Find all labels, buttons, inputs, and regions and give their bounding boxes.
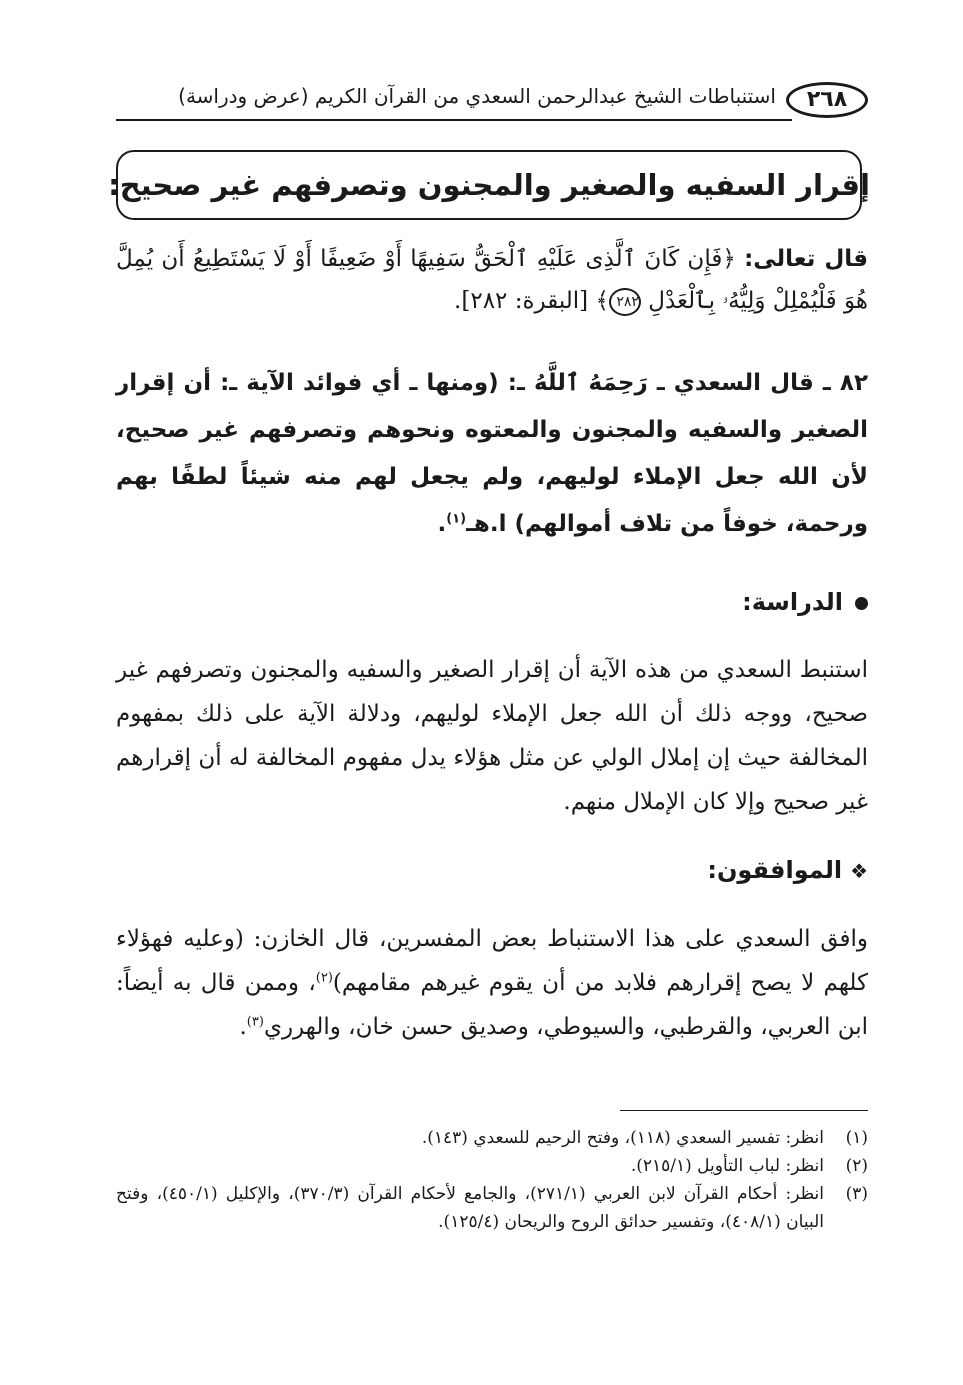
agreeing-text-2: ، وممن قال به أيضاً: ابن العربي، والقرطبي، والسيوطي، وصديق حسن خان، والهرري	[116, 970, 868, 1040]
study-text: استنبط السعدي من هذه الآية أن إقرار الصغير والسفيه والمجنون وتصرفهم غير صحيح، ووجه ذلك أن الله جعل الإملاء لوليهم، ودلالة الآية على ذلك بمفهوم المخالفة حيث إن إملال الولي عن مثل هؤلاء يدل مفهوم المخالفة له أن إقرارهم غير صحيح وإلا كان الإملال منهم.	[116, 657, 869, 815]
saadi-quote-paragraph	[116, 360, 868, 548]
quran-verse: ﴿فَإِن كَانَ ٱلَّذِى عَلَيْهِ ٱلْحَقُّ سَفِيهًا أَوْ ضَعِيفًا أَوْ لَا يَسْتَطِيعُ أَن يُمِلَّ هُوَ فَلْيُمْلِلْ وَلِيُّهُۥ بِٱلْعَدْلِ	[116, 246, 868, 314]
agreeing-end: .	[239, 1014, 247, 1040]
bullet-icon	[855, 597, 868, 610]
section-title-box	[108, 150, 870, 220]
footnote-ref-2: (٢)	[315, 970, 333, 986]
footnote-item	[116, 1124, 868, 1152]
footnote-separator	[620, 1110, 868, 1111]
footnote-item	[116, 1152, 868, 1180]
agreeing-heading-text: الموافقون:	[707, 856, 843, 884]
verse-lead: قال تعالى:	[744, 246, 869, 272]
footnote-ref-1: (١)	[446, 511, 467, 527]
footnote-text: انظر: أحكام القرآن لابن العربي (٢٧١/١)، والجامع لأحكام القرآن (٣٧٠/٣)، والإكليل (٤٥٠/١)، وفتح البيان (٤٠٨/١)، وتفسير حدائق الروح والريحان (١٢٥/٤).	[116, 1184, 824, 1232]
quote-text: ٨٢ ـ قال السعدي ـ رَحِمَهُ ٱللَّهُ ـ: (ومنها ـ أي فوائد الآية ـ: أن إقرار الصغير والسفيه والمجنون والمعتوه ونحوهم وتصرفهم غير صحيح، لأن الله جعل الإملاء لوليهم، ولم يجعل لهم منه شيئاً لطفًا بهم ورحمة، خوفاً من تلاف أموالهم) ا.هـ	[116, 370, 868, 537]
page-number: ٢٦٨	[786, 82, 868, 118]
quote-end: .	[437, 511, 447, 537]
footnotes	[116, 1124, 868, 1236]
study-heading-text: الدراسة:	[742, 588, 843, 616]
verse-close-bracket: ﴾	[595, 288, 609, 314]
verse-paragraph	[116, 238, 868, 322]
footnote-text: انظر: تفسير السعدي (١١٨)، وفتح الرحيم للسعدي (١٤٣).	[421, 1128, 824, 1148]
verse-reference: [البقرة: ٢٨٢].	[454, 288, 589, 314]
page-header	[116, 82, 868, 120]
agreeing-paragraph	[116, 917, 868, 1049]
diamond-ornament-icon: ❖	[850, 859, 868, 883]
study-paragraph	[116, 648, 868, 824]
study-heading	[742, 588, 868, 616]
footnote-item	[116, 1180, 868, 1236]
footnote-number: (١)	[845, 1128, 868, 1148]
section-title: إقرار السفيه والصغير والمجنون وتصرفهم غير صحيح:	[108, 168, 870, 202]
ayah-number-mark: ٢٨٢	[609, 288, 641, 316]
agreeing-heading	[707, 856, 868, 884]
footnote-number: (٢)	[845, 1156, 868, 1176]
header-rule	[116, 119, 792, 121]
footnote-ref-3: (٣)	[246, 1014, 264, 1030]
running-title: استنباطات الشيخ عبدالرحمن السعدي من القرآن الكريم (عرض ودراسة)	[178, 84, 776, 108]
footnote-text: انظر: لباب التأويل (٢١٥/١).	[630, 1156, 824, 1176]
agreeing-text-1: وافق السعدي على هذا الاستنباط بعض المفسرين، قال الخازن: (وعليه فهؤلاء كلهم لا يصح إقرارهم فلابد من أن يقوم غيرهم مقامهم)	[116, 926, 868, 996]
footnote-number: (٣)	[845, 1184, 868, 1204]
